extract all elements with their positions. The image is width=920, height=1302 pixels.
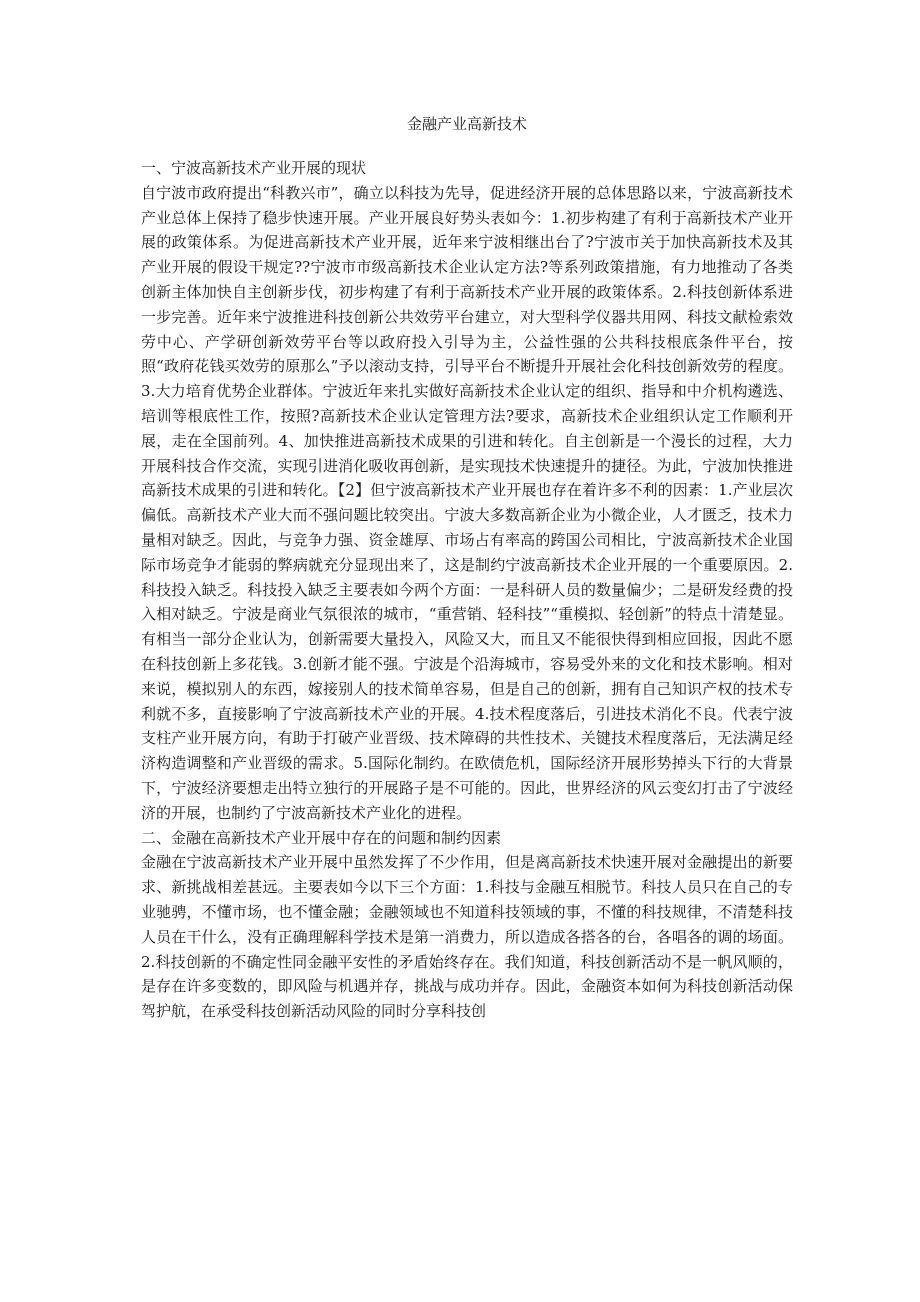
section-2-heading: 二、金融在高新技术产业开展中存在的问题和制约因素 xyxy=(141,828,502,847)
section-1-body: 自宁波市政府提出“科教兴市”，确立以科技为先导，促进经济开展的总体思路以来，宁波高新技术产业总体上保持了稳步快速开展。产业开展良好势头表如今：1.初步构建了有利于高新技术产业开展的政策体系。为促进高新技术产业开展，近年来宁波相继出台了?宁波市关于加快高新技术及其产业开展的假设干规定??宁波市市级高新技术企业认定方法?等系列政策措施，有力地推动了各类创新主体加快自主创新步伐，初步构建了有利于高新技术产业开展的政策体系。2.科技创新体系进一步完善。近年来宁波推进科技创新公共效劳平台建立，对大型科学仪器共用网、科技文献检索效劳中心、产学研创新效劳平台等以政府投入引导为主，公益性强的公共科技根底条件平台，按照“政府花钱买效劳的原那么”予以滚动支持，引导平台不断提升开展社会化科技创新效劳的程度。3.大力培育优势企业群体。宁波近年来扎实做好高新技术企业认定的组织、指导和中介机构遴选、培训等根底性工作，按照?高新技术企业认定管理方法?要求，高新技术企业组织认定工作顺利开展，走在全国前列。4、加快推进高新技术成果的引进和转化。自主创新是一个漫长的过程，大力开展科技合作交流，实现引进消化吸收再创新，是实现技术快速提升的捷径。为此，宁波加快推进高新技术成果的引进和转化。【2】但宁波高新技术产业开展也存在着许多不利的因素：1.产业层次偏低。高新技术产业大而不强问题比较突出。宁波大多数高新企业为小微企业，人才匮乏，技术力量相对缺乏。因此，与竞争力强、资金雄厚、市场占有率高的跨国公司相比，宁波高新技术企业国际市场竞争才能弱的弊病就充分显现出来了，这是制约宁波高新技术企业开展的一个重要原因。2.科技投入缺乏。科技投入缺乏主要表如今两个方面：一是科研人员的数量偏少；二是研发经费的投入相对缺乏。宁波是商业气氛很浓的城市，“重营销、轻科技”“重模拟、轻创新”的特点十清楚显。有相当一部分企业认为，创新需要大量投入，风险又大，而且又不能很快得到相应回报，因此不愿在科技创新上多花钱。3.创新才能不强。宁波是个沿海城市，容易受外来的文化和技术影响。相对来说，模拟别人的东西，嫁接别人的技术简单容易，但是自己的创新，拥有自己知识产权的技术专利就不多，直接影响了宁波高新技术产业的开展。4.技术程度落后，引进技术消化不良。代表宁波支柱产业开展方向，有助于打破产业晋级、技术障碍的共性技术、关键技术程度落后，无法满足经济构造调整和产业晋级的需求。5.国际化制约。在欧债危机，国际经济开展形势掉头下行的大背景下，宁波经济要想走出特立独行的开展路子是不可能的。因此，世界经济的风云变幻打击了宁波经济的开展，也制约了宁波高新技术产业化的进程。 xyxy=(141,183,793,822)
section-2-body: 金融在宁波高新技术产业开展中虽然发挥了不少作用，但是离高新技术快速开展对金融提出的新要求、新挑战相差甚远。主要表如今以下三个方面：1.科技与金融互相脱节。科技人员只在自己的专业驰骋，不懂市场，也不懂金融；金融领域也不知道科技领域的事，不懂的科技规律，不清楚科技人员在干什么，没有正确理解科学技术是第一消费力，所以造成各搭各的台，各唱各的调的场面。2.科技创新的不确定性同金融平安性的矛盾始终存在。我们知道，科技创新活动不是一帆风顺的，是存在许多变数的，即风险与机遇并存，挑战与成功并存。因此，金融资本如何为科技创新活动保驾护航，在承受科技创新活动风险的同时分享科技创 xyxy=(141,853,793,1021)
document-page xyxy=(141,112,793,1024)
section-1-heading: 一、宁波高新技术产业开展的现状 xyxy=(141,159,367,177)
document-title: 金融产业高新技术 xyxy=(406,115,527,133)
